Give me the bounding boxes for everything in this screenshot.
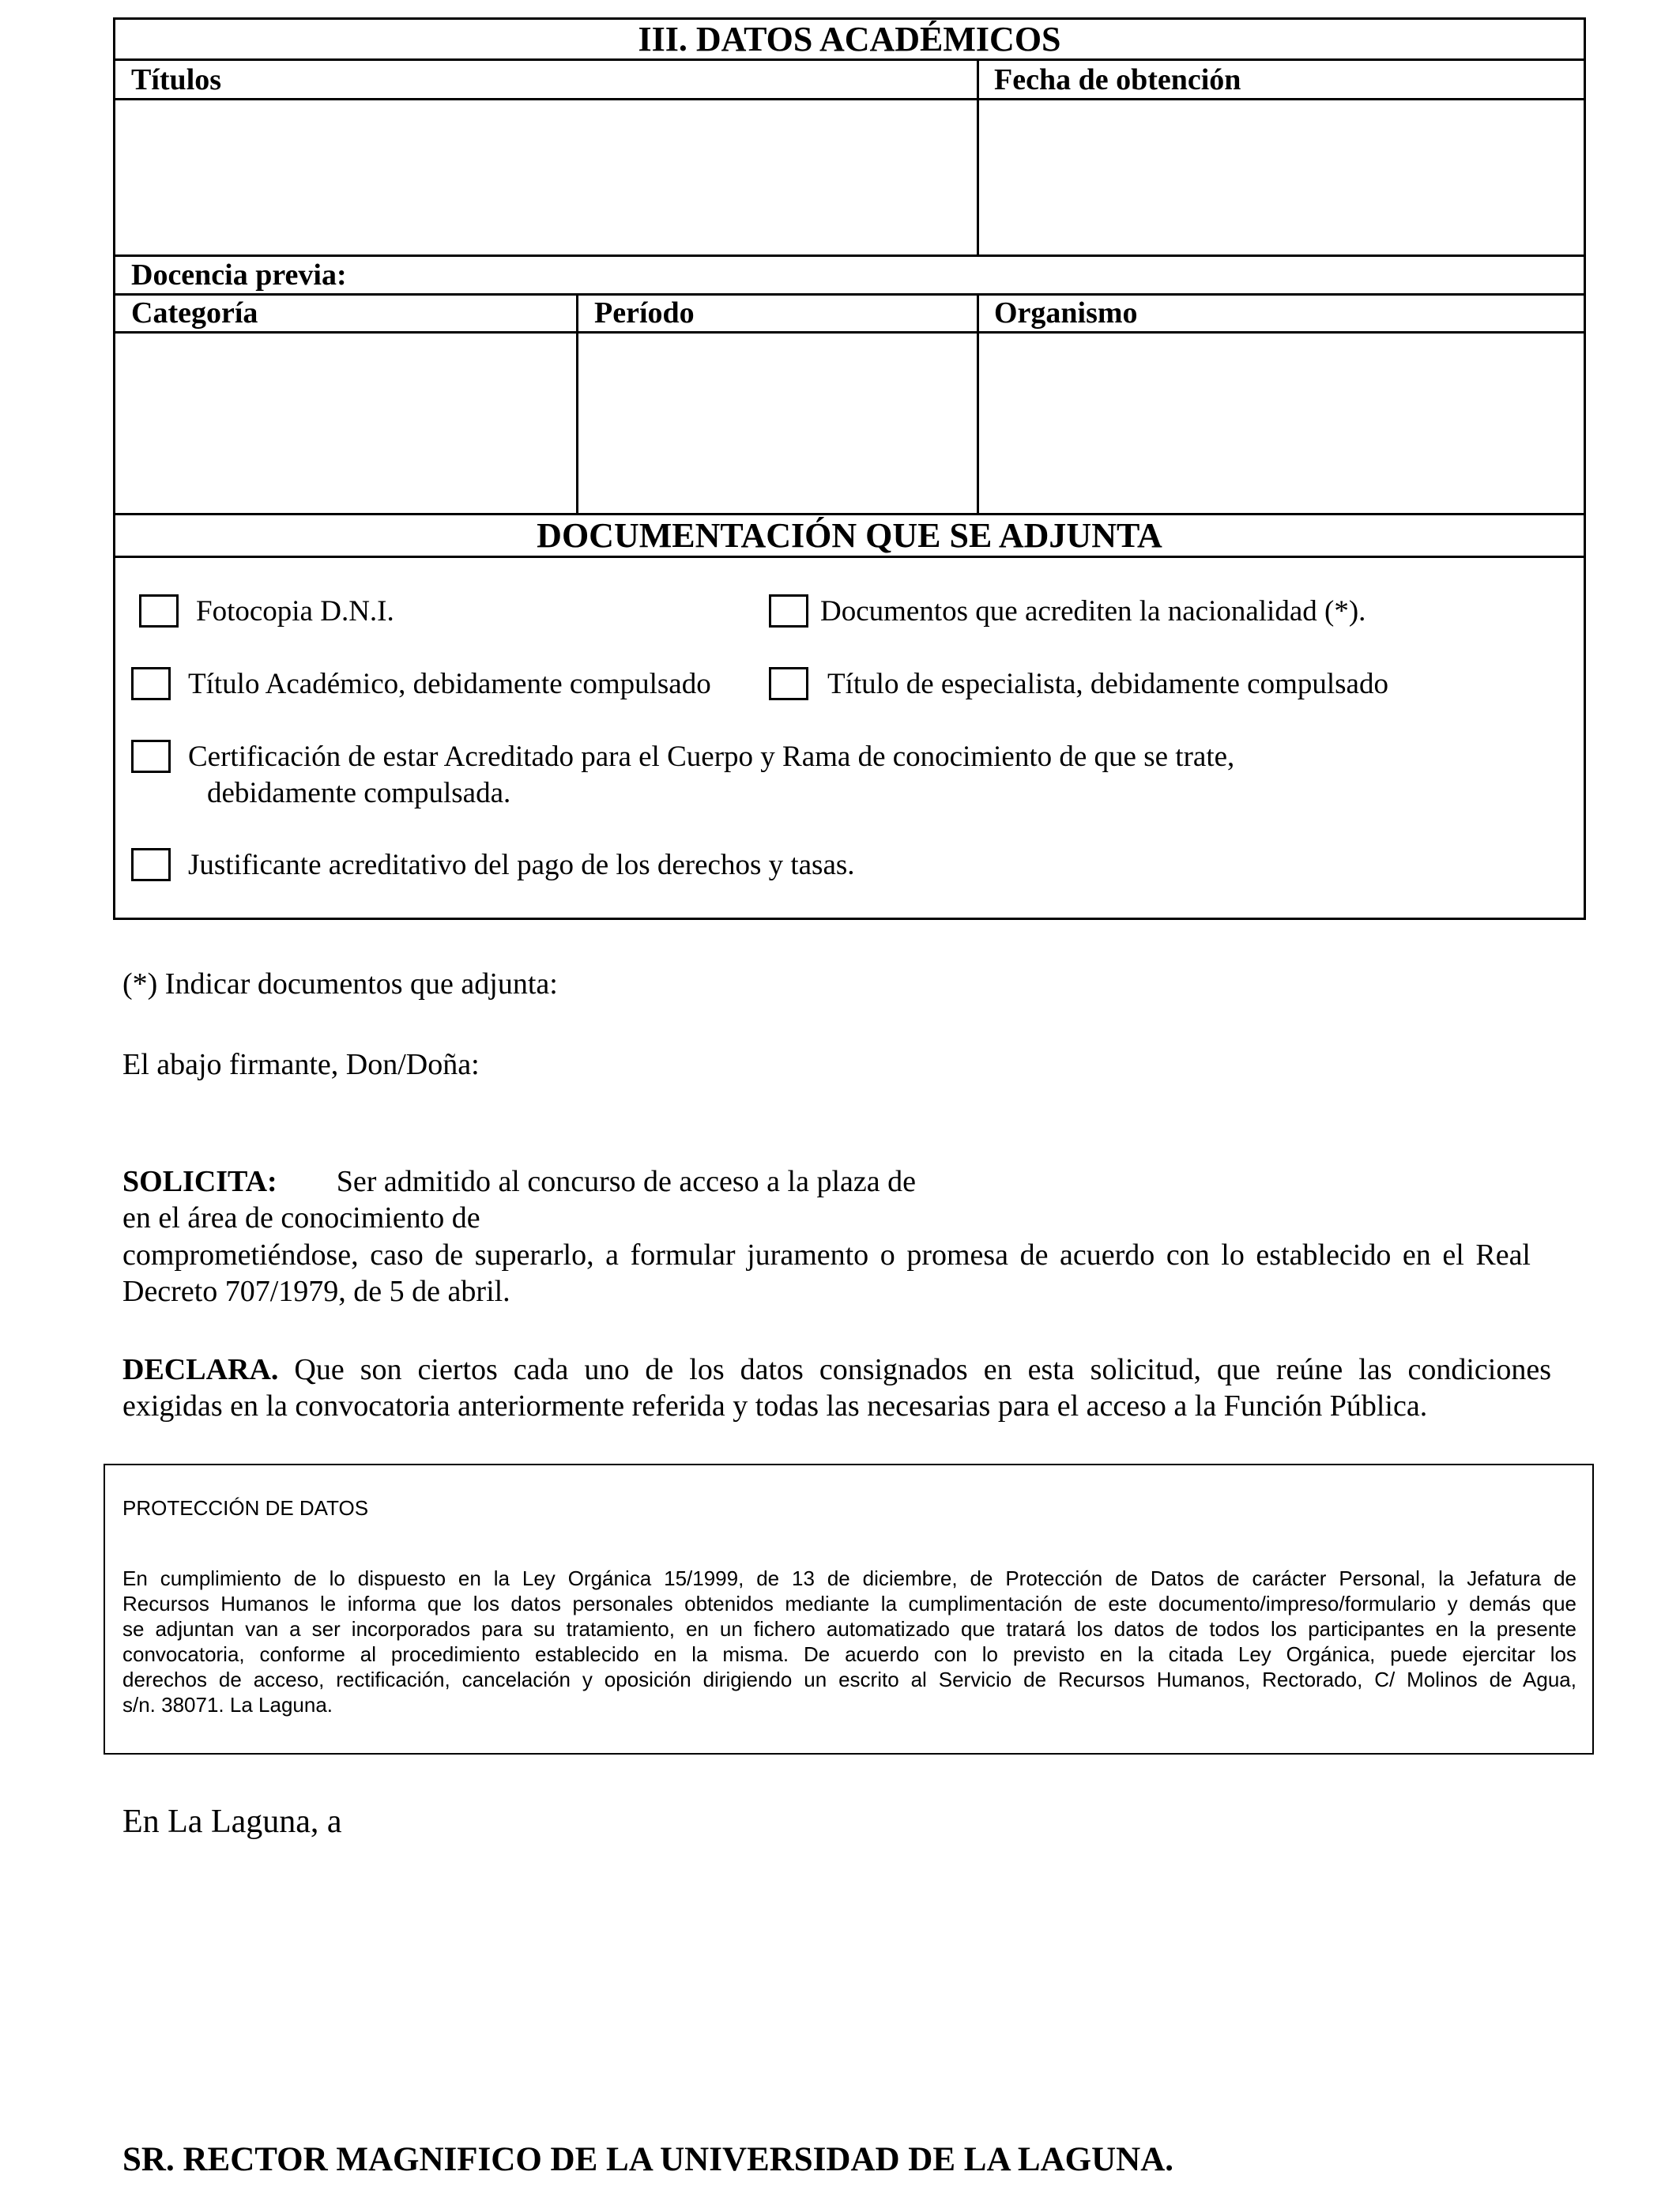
data-protection-line: s/n. 38071. La Laguna. xyxy=(122,1693,333,1717)
solicita-line1 xyxy=(122,1163,916,1200)
category-header: Categoría xyxy=(131,296,258,330)
declara-text: Que son ciertos cada uno de los datos consignados en esta solicitud, que reúne las condiciones xyxy=(294,1353,1552,1386)
solicita-line2: en el área de conocimiento de xyxy=(122,1201,480,1235)
checkbox-dni-copy[interactable] xyxy=(139,594,179,628)
data-protection-text xyxy=(122,1566,1576,1717)
table-border-right xyxy=(1584,17,1586,920)
declara-line1 xyxy=(122,1351,1551,1388)
section-title-academic: III. DATOS ACADÉMICOS xyxy=(638,20,1061,58)
data-protection-line: convocatoria, conforme al procedimiento establecido en la misma. De acuerdo con lo previsto en la citada Ley Orgánica, puede ejercitar los xyxy=(122,1642,1576,1666)
date-obtained-entry-field[interactable] xyxy=(979,100,1584,254)
signer-line: El abajo firmante, Don/Doña: xyxy=(122,1048,480,1081)
attached-docs-note: (*) Indicar documentos que adjunta: xyxy=(122,967,558,1001)
checkbox-accreditation-cert-label-line2: debidamente compulsada. xyxy=(207,777,511,809)
addressee: SR. RECTOR MAGNIFICO DE LA UNIVERSIDAD DE LA LAGUNA. xyxy=(122,2141,1173,2178)
checkbox-academic-title-label: Título Académico, debidamente compulsado xyxy=(188,668,711,700)
table-border-bottom xyxy=(113,918,1586,920)
checkbox-fee-payment[interactable] xyxy=(131,848,171,881)
rule-below-titles-entry xyxy=(113,254,1586,257)
declara-label: DECLARA. xyxy=(122,1353,279,1386)
data-protection-line: se adjuntan van a ser incorporados para su tratamiento, en un fichero automatizado que tratará los datos de todos los participantes en la presente xyxy=(122,1617,1576,1641)
section-title-documentation: DOCUMENTACIÓN QUE SE ADJUNTA xyxy=(537,516,1162,555)
organism-header: Organismo xyxy=(994,296,1138,330)
period-entry-field[interactable] xyxy=(578,334,977,513)
checkbox-accreditation-cert[interactable] xyxy=(131,740,171,773)
period-header: Período xyxy=(594,296,695,330)
data-protection-line: Recursos Humanos le informa que los datos personales obtenidos mediante la cumplimentación de este documento/impreso/formulario y demás que xyxy=(122,1592,1576,1615)
checkbox-fee-payment-label: Justificante acreditativo del pago de los derechos y tasas. xyxy=(188,849,855,881)
checkbox-academic-title[interactable] xyxy=(131,667,171,700)
checkbox-nationality-docs-label: Documentos que acrediten la nacionalidad (*). xyxy=(820,595,1366,628)
solicita-line4: Decreto 707/1979, de 5 de abril. xyxy=(122,1275,510,1308)
declara-line2: exigidas en la convocatoria anteriormente referida y todas las necesarias para el acceso a la Función Pública. xyxy=(122,1389,1428,1423)
place-date-line: En La Laguna, a xyxy=(122,1804,342,1840)
category-entry-field[interactable] xyxy=(115,334,576,513)
checkbox-accreditation-cert-label: Certificación de estar Acreditado para el Cuerpo y Rama de conocimiento de que se trate, xyxy=(188,741,1235,773)
checkbox-specialist-title-label: Título de especialista, debidamente compulsado xyxy=(827,668,1388,700)
titles-entry-field[interactable] xyxy=(115,100,977,254)
teaching-label: Docencia previa: xyxy=(131,258,347,292)
checkbox-specialist-title[interactable] xyxy=(769,667,808,700)
checkbox-nationality-docs[interactable] xyxy=(769,594,808,628)
data-protection-title: PROTECCIÓN DE DATOS xyxy=(122,1496,369,1520)
rule-below-teaching-label xyxy=(113,293,1586,296)
data-protection-line: En cumplimiento de lo dispuesto en la Ley Orgánica 15/1999, de 13 de diciembre, de Protección de Datos de carácter Personal, la Jefatura de xyxy=(122,1566,1576,1590)
solicita-text: Ser admitido al concurso de acceso a la plaza de xyxy=(336,1165,916,1198)
solicita-line3: comprometiéndose, caso de superarlo, a formular juramento o promesa de acuerdo con lo establecido en el Real xyxy=(122,1238,1531,1272)
date-obtained-header: Fecha de obtención xyxy=(994,63,1241,96)
organism-entry-field[interactable] xyxy=(979,334,1584,513)
data-protection-line: derechos de acceso, rectificación, cancelación y oposición dirigiendo un escrito al Servicio de Recursos Humanos, Rectorado, C/ Molinos de Agua, xyxy=(122,1668,1576,1691)
titles-header: Títulos xyxy=(131,63,222,96)
checkbox-dni-copy-label: Fotocopia D.N.I. xyxy=(196,595,394,628)
solicita-label: SOLICITA: xyxy=(122,1165,277,1198)
